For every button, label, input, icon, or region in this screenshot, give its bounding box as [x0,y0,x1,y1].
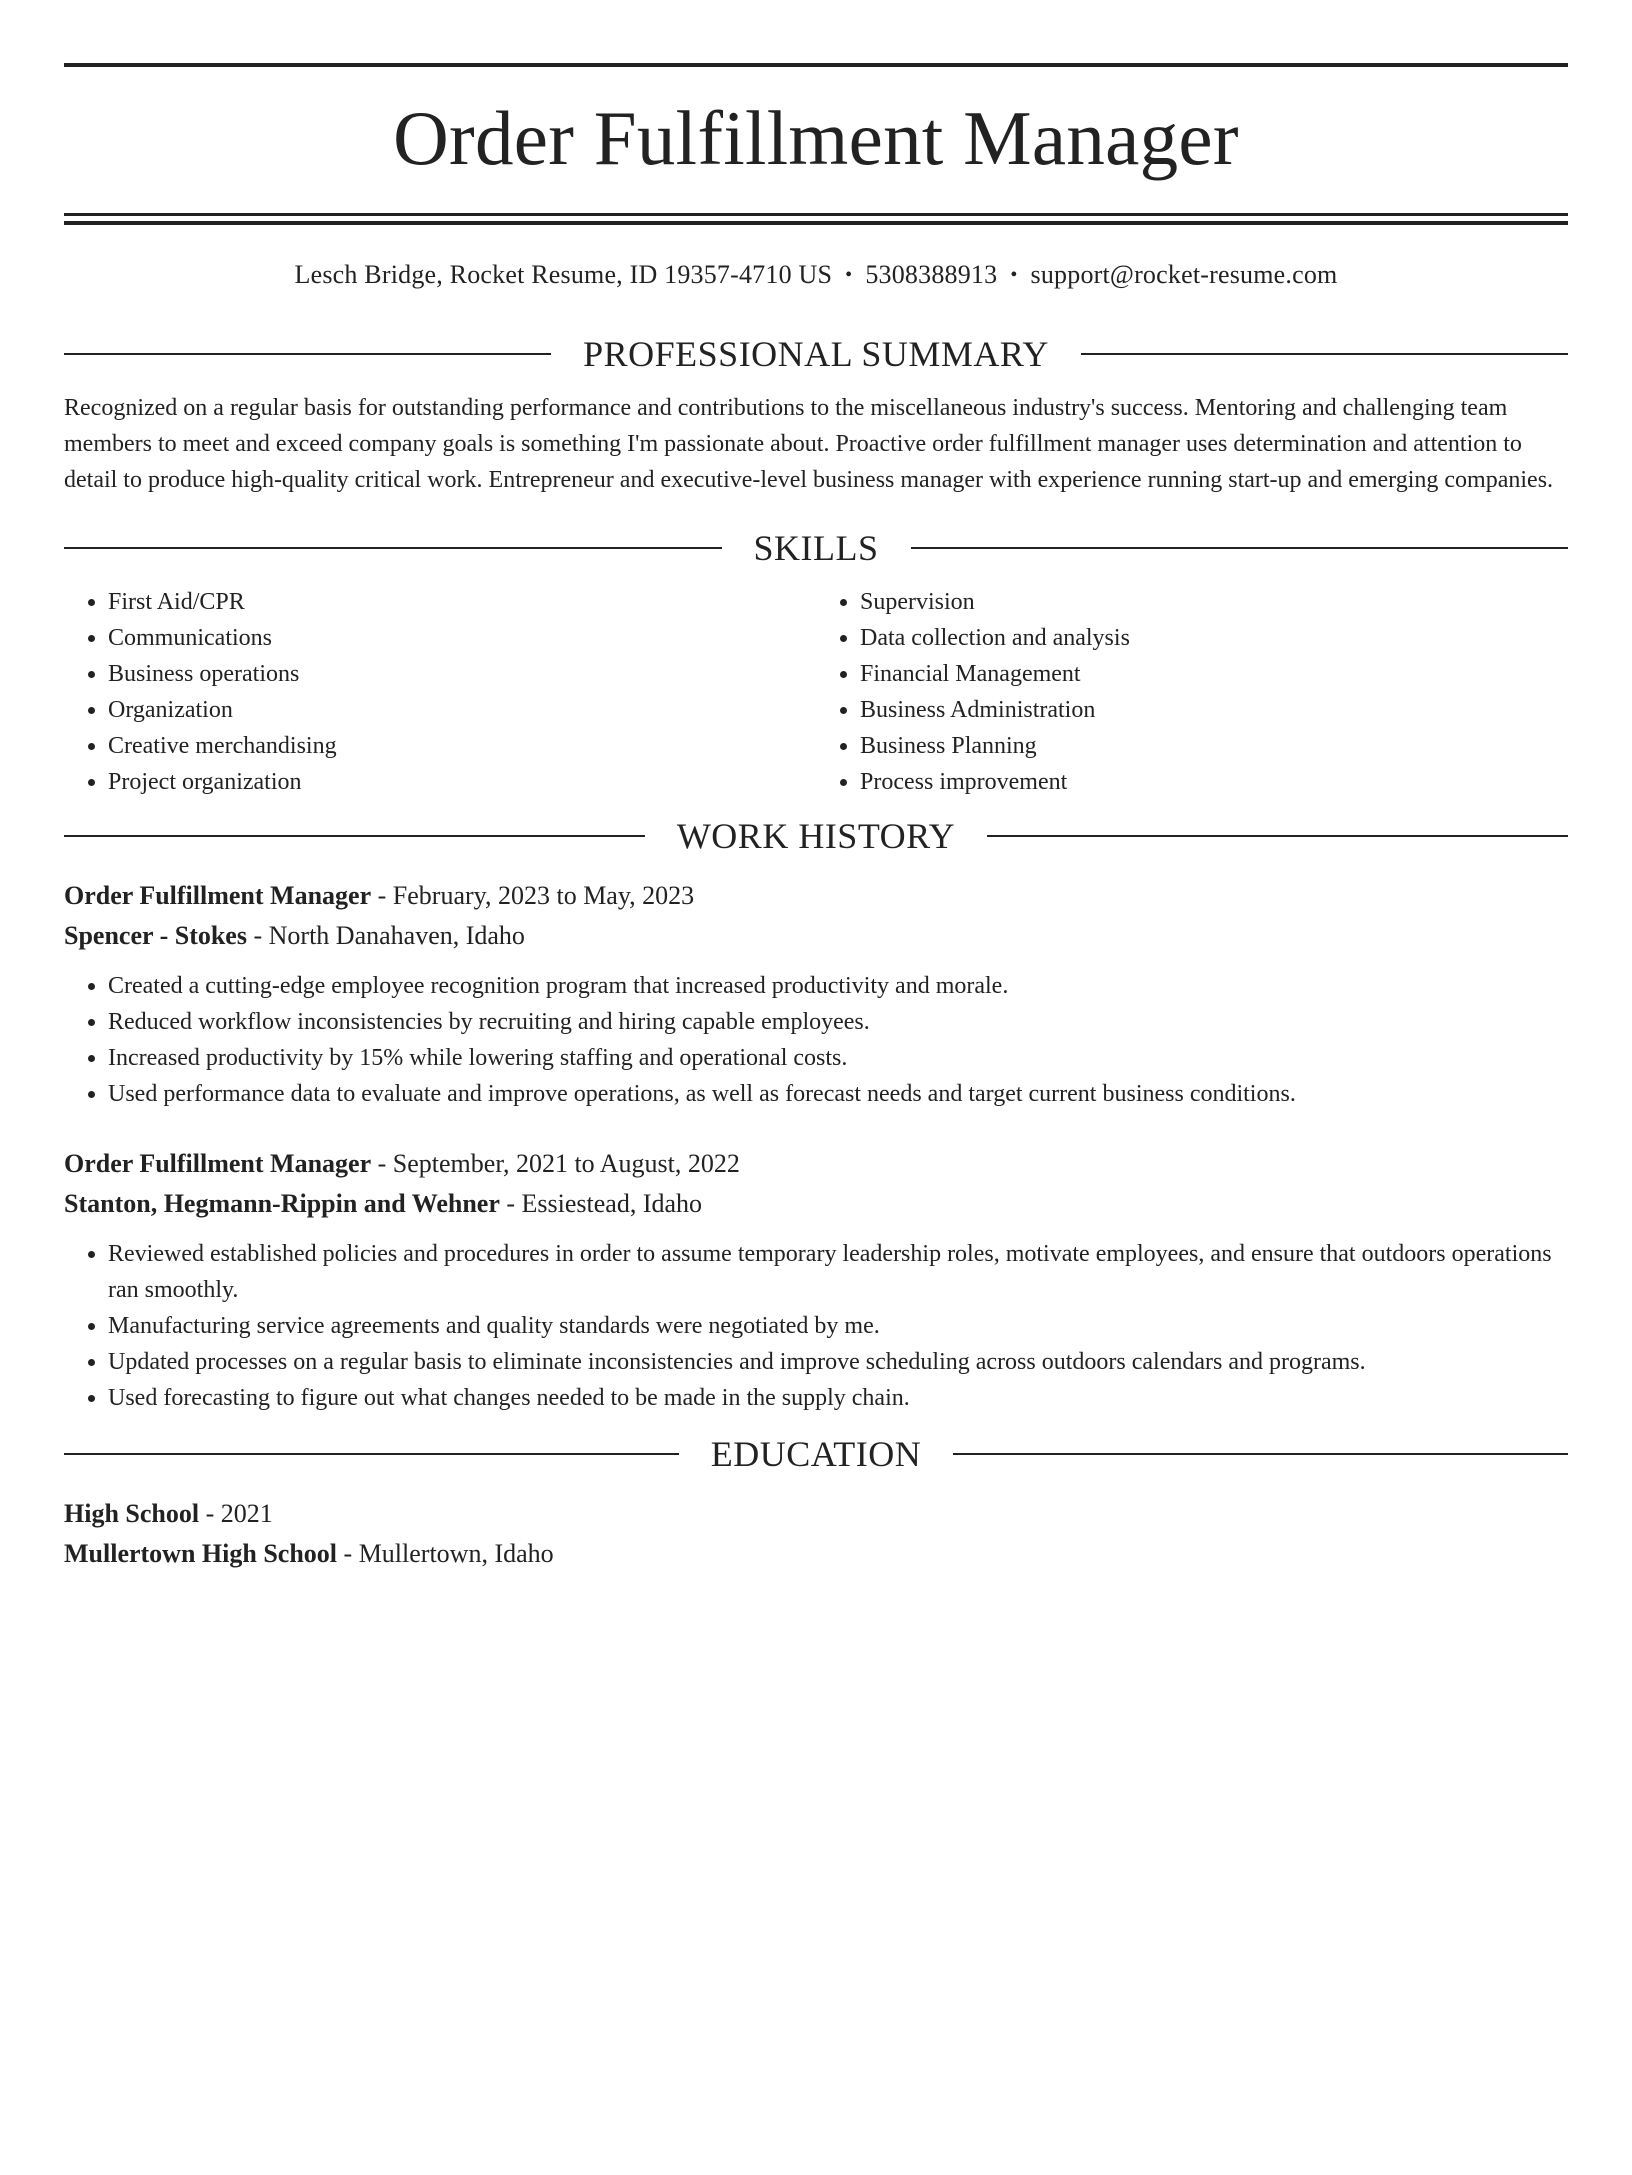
education-section-header [64,1432,1568,1476]
job-company-line [64,916,1568,956]
section-rule-left [64,353,551,355]
job-bullet: • Manufacturing service agreements and quality standards were negotiated by me. [108,1308,1568,1344]
job-company-line [64,1184,1568,1224]
section-rule-left [64,835,645,837]
resume-page [0,63,1632,2175]
job-dates: February, 2023 to May, 2023 [392,881,695,910]
dash: - [246,921,269,950]
dash: - [199,1499,221,1528]
skill-item: • Supervision [860,584,1568,620]
skills-section-header [64,526,1568,570]
skills-column-right [816,584,1568,800]
job-title: Order Fulfillment Manager [64,1149,372,1178]
contact-separator: • [845,264,853,286]
skill-item: • First Aid/CPR [108,584,816,620]
job-entry [64,876,1568,1112]
section-rule-left [64,1453,679,1455]
job-bullets [64,968,1568,1112]
job-bullet: • Used forecasting to figure out what changes needed to be made in the supply chain. [108,1380,1568,1416]
work-heading: WORK HISTORY [676,816,956,856]
dash: - [337,1539,359,1568]
section-rule-right [911,547,1569,549]
education-location: Mullertown, Idaho [358,1539,554,1568]
skill-item: • Business Planning [860,728,1568,764]
education-school: Mullertown High School [64,1539,338,1568]
skill-item: • Business Administration [860,692,1568,728]
title-double-divider [64,213,1568,225]
education-degree: High School [64,1499,200,1528]
contact-separator: • [1010,264,1018,286]
contact-line [64,258,1568,292]
summary-heading: PROFESSIONAL SUMMARY [583,334,1049,374]
job-company: Spencer - Stokes [64,921,247,950]
skill-item: • Process improvement [860,764,1568,800]
job-bullet: • Created a cutting-edge employee recognition program that increased productivity and morale. [108,968,1568,1004]
education-heading: EDUCATION [710,1434,922,1474]
education-year: 2021 [220,1499,273,1528]
skill-item: • Financial Management [860,656,1568,692]
section-rule-right [987,835,1568,837]
section-rule-left [64,547,722,549]
job-dates: September, 2021 to August, 2022 [392,1149,740,1178]
job-bullet: • Updated processes on a regular basis to eliminate inconsistencies and improve scheduling across outdoors calendars and programs. [108,1344,1568,1380]
job-bullet: • Used performance data to evaluate and improve operations, as well as forecast needs and target current business conditions. [108,1076,1568,1112]
skills-list [64,584,1568,800]
dash: - [371,1149,393,1178]
job-bullet: • Reviewed established policies and procedures in order to assume temporary leadership roles, motivate employees, and ensure that outdoors operations ran smoothly. [108,1236,1568,1308]
skills-column-left [64,584,816,800]
job-location: North Danahaven, Idaho [268,921,525,950]
dash: - [499,1189,522,1218]
skill-item: • Project organization [108,764,816,800]
job-title: Order Fulfillment Manager [64,881,372,910]
section-rule-right [1081,353,1568,355]
skill-item: • Business operations [108,656,816,692]
skill-item: • Data collection and analysis [860,620,1568,656]
top-divider [64,63,1568,67]
work-section-header [64,814,1568,858]
job-entry [64,1144,1568,1416]
contact-email: support@rocket-resume.com [1030,260,1338,289]
skill-item: • Creative merchandising [108,728,816,764]
contact-address: Lesch Bridge, Rocket Resume, ID 19357-4710 US [294,260,833,289]
job-title-line [64,1144,1568,1184]
contact-phone: 5308388913 [865,260,998,289]
summary-text: Recognized on a regular basis for outstanding performance and contributions to the miscellaneous industry's success. Mentoring and challenging team members to meet and exceed company goals is something I'm passionate about. Proactive order fulfillment manager uses determination and attention to detail to produce high-quality critical work. Entrepreneur and executive-level business manager with experience running start-up and emerging companies. [64,395,1554,493]
section-rule-right [953,1453,1568,1455]
job-company: Stanton, Hegmann-Rippin and Wehner [64,1189,500,1218]
job-bullet: • Reduced workflow inconsistencies by recruiting and hiring capable employees. [108,1004,1568,1040]
job-bullet: • Increased productivity by 15% while lowering staffing and operational costs. [108,1040,1568,1076]
education-degree-line [64,1494,1568,1534]
skill-item: • Organization [108,692,816,728]
resume-title: Order Fulfillment Manager [393,95,1239,181]
summary-section-header [64,332,1568,376]
job-title-line [64,876,1568,916]
education-school-line [64,1534,1568,1574]
job-location: Essiestead, Idaho [521,1189,703,1218]
education-entry [64,1494,1568,1574]
job-bullets [64,1236,1568,1416]
dash: - [371,881,393,910]
skills-heading: SKILLS [753,528,879,568]
skill-item: • Communications [108,620,816,656]
